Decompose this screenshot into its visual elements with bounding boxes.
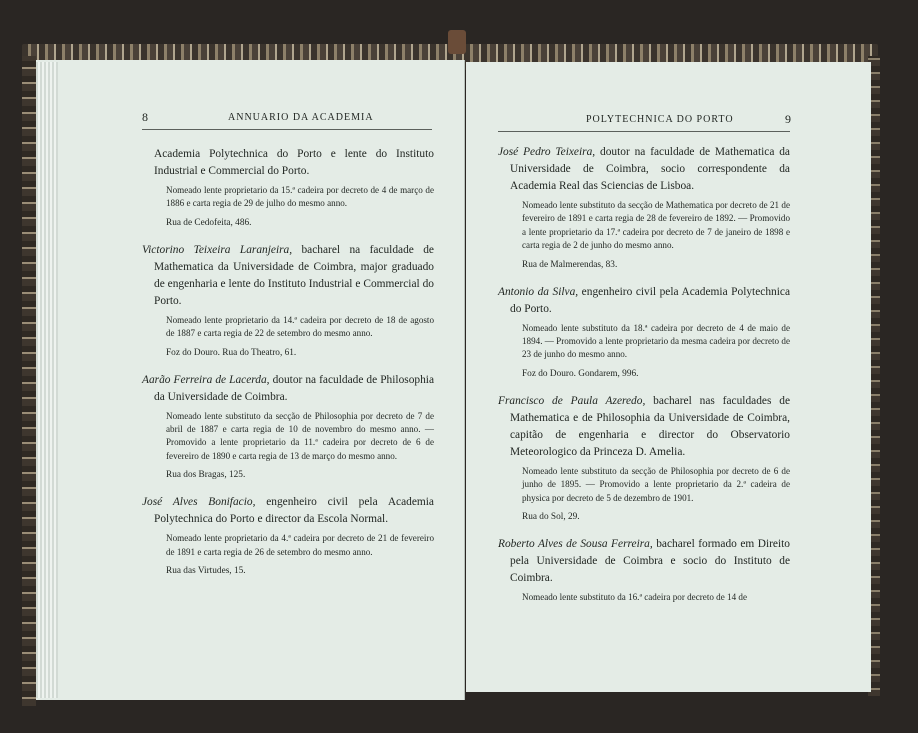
entry-name: José Pedro Teixeira, — [498, 146, 596, 158]
entry-text: bacharel formado em Direito pela Universidade de Coimbra e socio do Instituto de Coimbra. — [510, 538, 790, 585]
entry-address: Rua do Sol, 29. — [522, 512, 580, 523]
right-page-header — [498, 112, 792, 132]
entry — [498, 393, 790, 524]
entry-text: engenheiro civil pela Academia Polytechnica do Porto e director da Escola Normal. — [154, 496, 434, 526]
left-column — [142, 146, 434, 578]
entry — [498, 144, 790, 272]
page-edge — [36, 62, 58, 698]
entry-address: Foz do Douro. Rua do Theatro, 61. — [166, 347, 297, 358]
entry-name: Francisco de Paula Azeredo, — [498, 394, 646, 407]
entry — [142, 372, 434, 483]
entry-text: doutor na faculdade de Mathematica da Universidade de Coimbra, socio correspondente da Academia Real das Sciencias de Lisboa. — [510, 146, 790, 192]
entry — [142, 242, 434, 360]
header-rule — [142, 129, 432, 130]
entry-note: Nomeado lente substituto da 16.ª cadeira por decreto de 14 de — [522, 592, 747, 603]
entry-name: Antonio da Silva, — [498, 285, 579, 298]
book-cover-left — [22, 56, 36, 706]
entry-note: Nomeado lente substituto da secção de Philosophia por decreto de 6 de junho de 1895. — Promovido a lente proprietario da 2.ª cadeira de physica por decreto de 5 de dezembro de 1901. — [522, 465, 790, 503]
right-page-number: 9 — [785, 112, 792, 126]
entry-note: Nomeado lente proprietario da 15.ª cadeira por decreto de 4 de março de 1886 e carta regia de 29 de julho do mesmo anno. — [166, 185, 434, 209]
entry-name: Victorino Teixeira Laranjeira, — [142, 243, 293, 256]
entry — [142, 494, 434, 578]
left-page-header — [142, 112, 432, 130]
right-running-head: POLYTECHNICA DO PORTO — [586, 114, 734, 125]
entry-name: Roberto Alves de Sousa Ferreira, — [498, 538, 653, 551]
entry-note: Nomeado lente proprietario da 4.ª cadeira por decreto de 21 de fevereiro de 1891 e carta regia de 26 de setembro do mesmo anno. — [166, 533, 434, 557]
entry-text: bacharel nas faculdades de Mathematica e de Philosophia da Universidade de Coimbra, capitão de engenharia e director do Observatorio Meteorologico da Princeza D. Amelia. — [510, 394, 790, 458]
entry-note: Nomeado lente substituto da secção de Philosophia por decreto de 7 de abril de 1887 e carta regia de 10 de novembro do mesmo anno. — Promovido a lente proprietario da 11.ª cadeira por decreto de 6 de fevereiro de 1890 e carta regia de 13 de março do mesmo anno. — [166, 410, 434, 461]
left-page — [36, 60, 465, 700]
entry-note: Nomeado lente proprietario da 14.ª cadeira por decreto de 18 de agosto de 1887 e carta regia de 22 de setembro do mesmo anno. — [166, 314, 434, 339]
entry-address: Rua de Cedofeita, 486. — [166, 217, 252, 228]
entry-name: Aarão Ferreira de Lacerda, — [142, 373, 270, 386]
entry-text: engenheiro civil pela Academia Polytechnica do Porto. — [510, 285, 791, 315]
entry-address: Foz do Douro. Gondarem, 996. — [522, 368, 639, 379]
entry-address: Rua dos Bragas, 125. — [166, 470, 246, 481]
book-clasp — [448, 30, 466, 54]
entry — [498, 284, 790, 381]
entry-name: José Alves Bonifacio, — [142, 496, 256, 509]
left-running-head: ANNUARIO DA ACADEMIA — [228, 112, 374, 123]
left-page-number: 8 — [142, 110, 149, 124]
right-page — [466, 62, 871, 692]
entry-note: Nomeado lente substituto da secção de Mathematica por decreto de 21 de fevereiro de 1891 e carta regia de 28 de fevereiro de 1892. — Promovido a lente proprietario da 17.ª cadeira por decreto de 7 de janeiro de 1898 e carta regia de 2 de junho do mesmo anno. — [522, 200, 790, 251]
entry-address: Rua de Malmerendas, 83. — [522, 259, 618, 270]
entry-text: bacharel na faculdade de Mathematica da Universidade de Coimbra, major graduado de engenharia e lente do Instituto Industrial e Commercial do Porto. — [154, 243, 434, 307]
entry-address: Rua das Virtudes, 15. — [166, 566, 246, 577]
entry-text: doutor na faculdade de Philosophia da Universidade de Coimbra. — [154, 373, 434, 403]
entry — [498, 536, 790, 604]
right-column — [498, 144, 790, 604]
entry-text: Academia Polytechnica do Porto e lente do Instituto Industrial e Commercial do Porto. — [154, 148, 434, 177]
entry-note: Nomeado lente substituto da 18.ª cadeira por decreto de 4 de maio de 1894. — Promovido a lente proprietario da mesma cadeira por decreto de 23 de junho do mesmo anno. — [522, 322, 790, 360]
entry — [142, 146, 434, 230]
header-rule — [498, 131, 790, 132]
